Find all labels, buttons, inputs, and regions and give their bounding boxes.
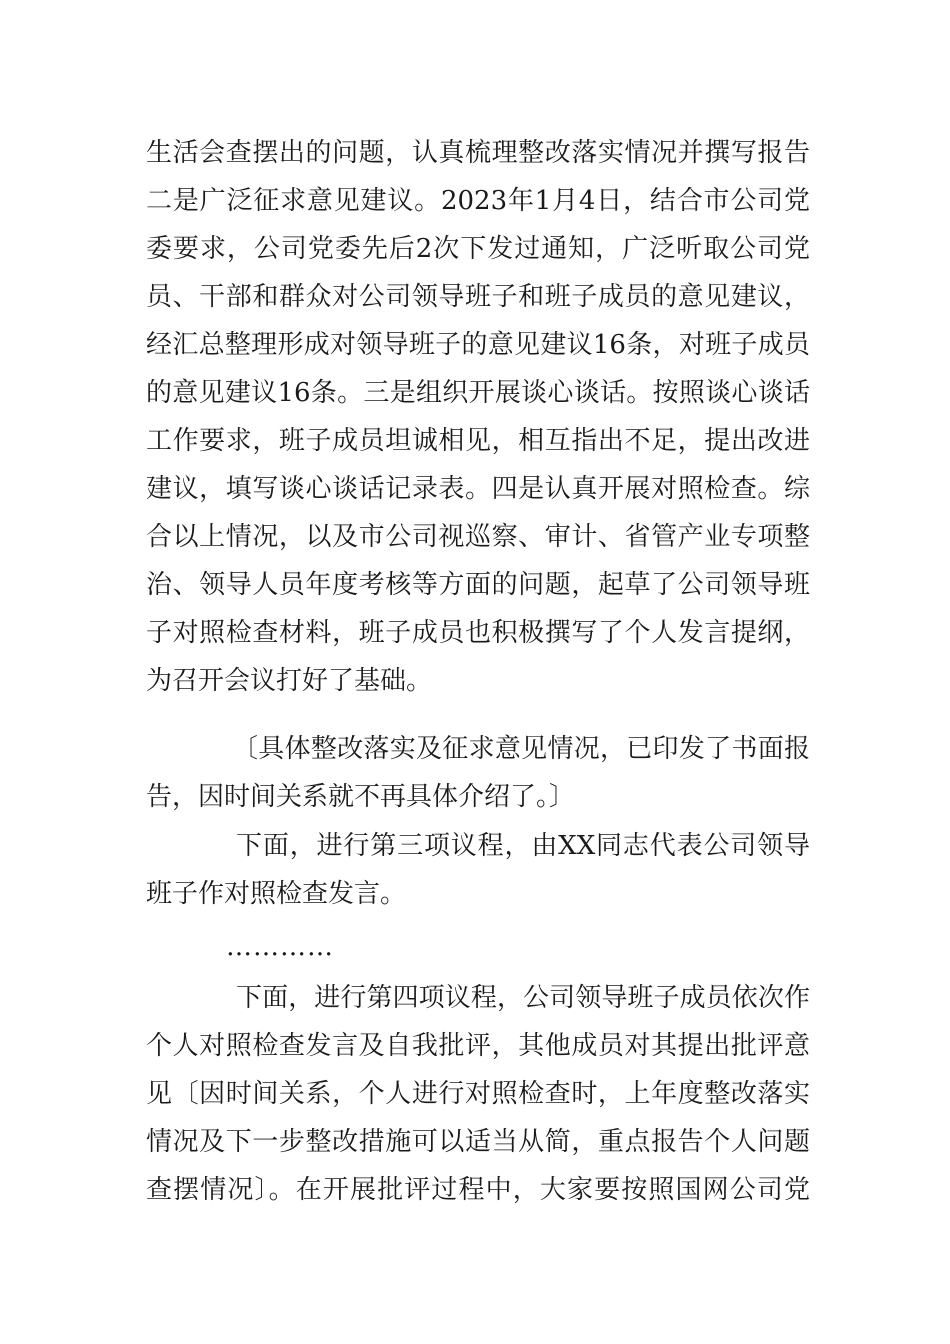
text-line: 下面，进行第四项议程，公司领导班子成员依次作 [236,983,810,1013]
text-line: 委要求，公司党委先后2次下发过通知，广泛听取公司党 [146,234,810,264]
text-line: 工作要求，班子成员坦诚相见，相互指出不足，提出改进 [146,426,810,456]
text-line: 个人对照检查发言及自我批评，其他成员对其提出批评意 [146,1031,810,1061]
text-line: 〔具体整改落实及征求意见情况，已印发了书面报 [232,734,810,764]
text-line: 子对照检查材料，班子成员也积极撰写了个人发言提纲， [146,618,810,648]
text-line: 的意见建议16条。三是组织开展谈心谈话。按照谈心谈话 [146,378,810,408]
text-line: 二是广泛征求意见建议。2023年1月4日，结合市公司党 [146,186,810,216]
text-line: 为召开会议打好了基础。 [146,666,433,696]
text-line: 建议，填写谈心谈话记录表。四是认真开展对照检查。综 [146,474,810,504]
text-line: 查摆情况〕。在开展批评过程中，大家要按照国网公司党 [146,1175,810,1205]
text-line: 治、领导人员年度考核等方面的问题，起草了公司领导班 [146,570,810,600]
text-line: 合以上情况，以及市公司视巡察、审计、省管产业专项整 [146,522,810,552]
text-line: 班子作对照检查发言。 [146,879,407,909]
text-line: 下面，进行第三项议程，由XX同志代表公司领导 [236,831,810,861]
text-line: 告，因时间关系就不再具体介绍了。〕 [146,782,576,812]
text-line: 员、干部和群众对公司领导班子和班子成员的意见建议， [146,282,810,312]
text-line: 见〔因时间关系，个人进行对照检查时，上年度整改落实 [146,1079,810,1109]
ellipsis-line: ………… [226,932,334,962]
text-line: 生活会查摆出的问题，认真梳理整改落实情况并撰写报告 [146,138,810,168]
text-line: 经汇总整理形成对领导班子的意见建议16条，对班子成员 [146,330,810,360]
text-line: 情况及下一步整改措施可以适当从简，重点报告个人问题 [146,1127,810,1157]
